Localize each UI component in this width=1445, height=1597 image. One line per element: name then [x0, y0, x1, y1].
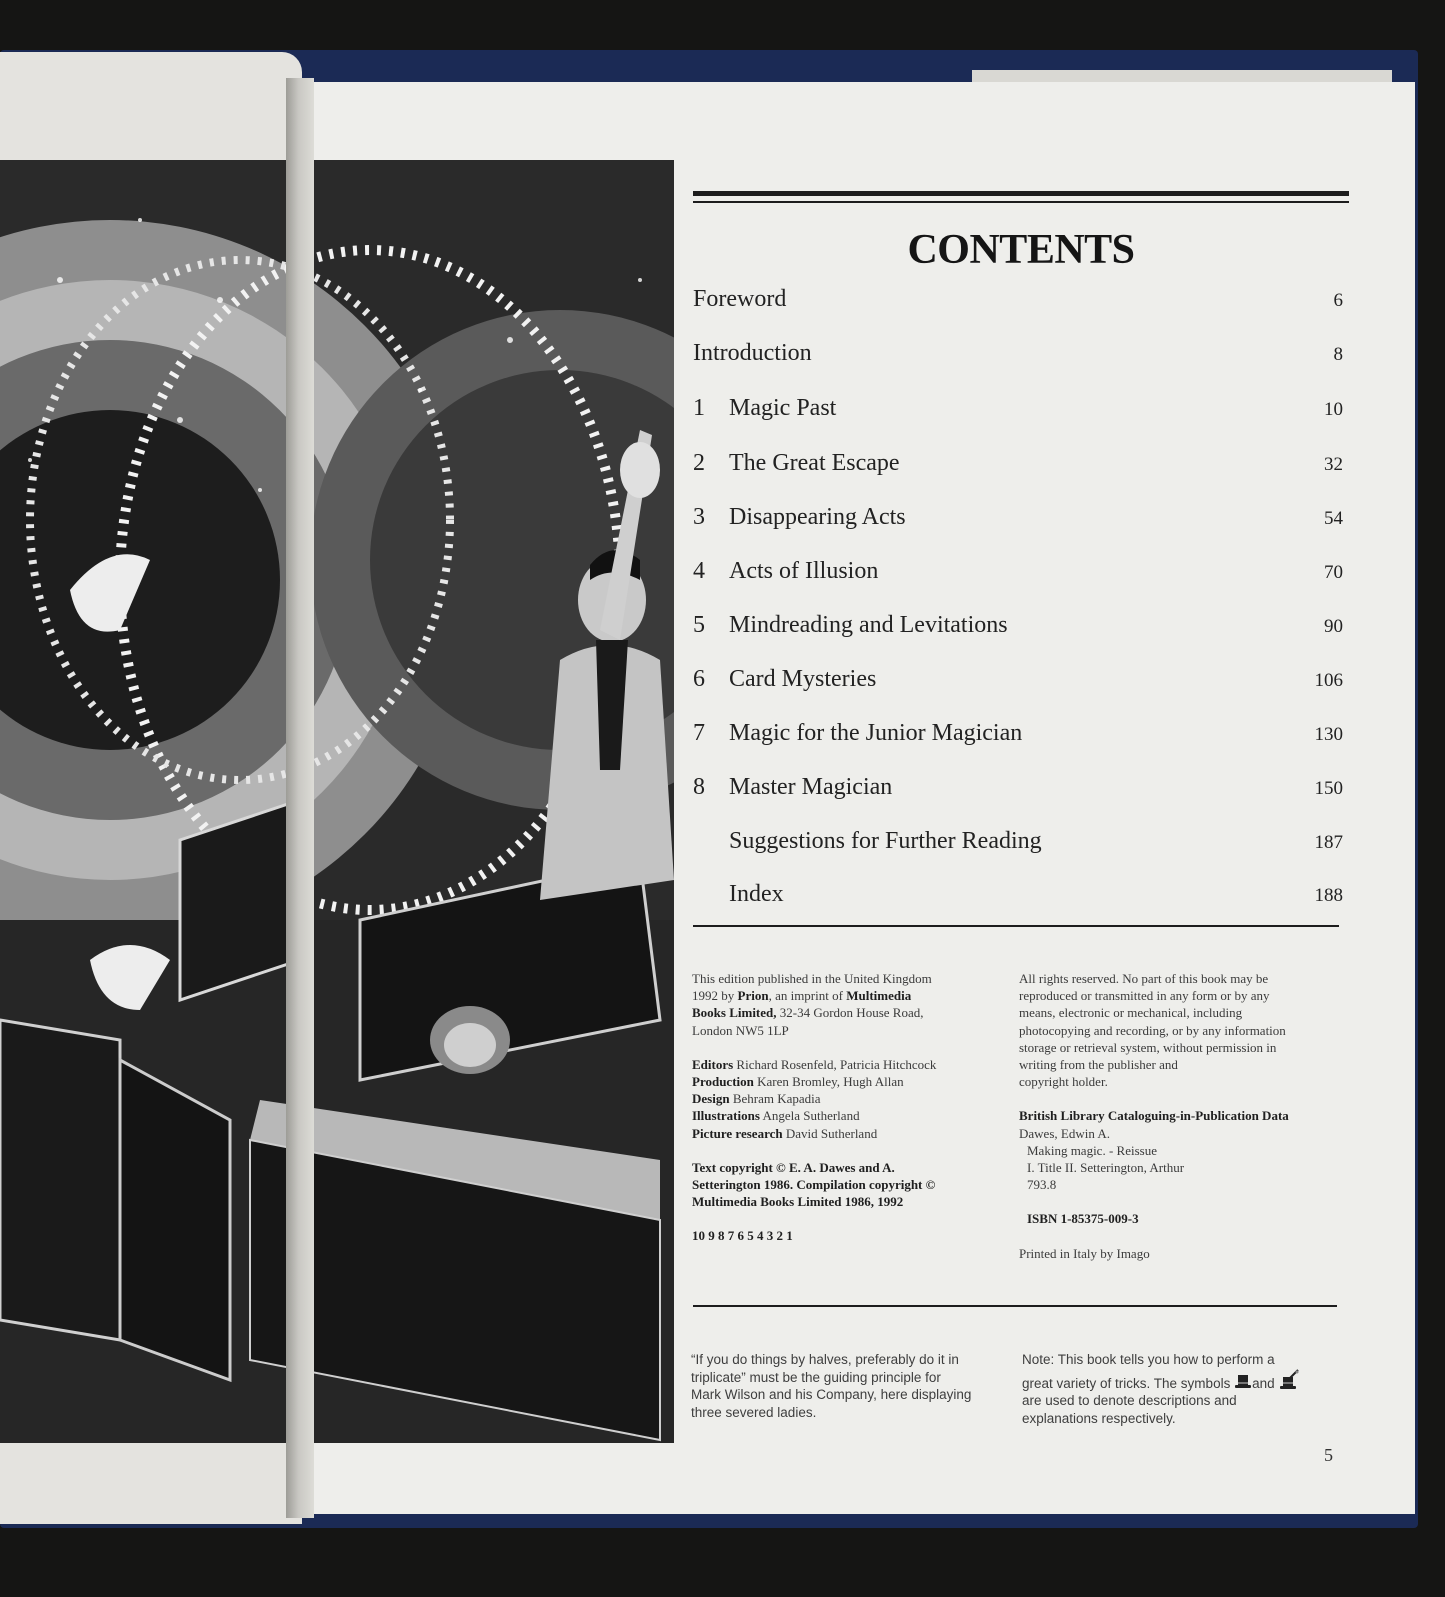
page-number: 5	[1324, 1445, 1333, 1465]
toc-title: Acts of Illusion	[729, 558, 879, 584]
toc-page: 6	[1333, 290, 1343, 311]
cip-line: I. Title II. Setterington, Arthur	[1027, 1160, 1185, 1176]
toc-number: 5	[693, 612, 705, 638]
contents-bottom-rule	[693, 925, 1339, 927]
toc-title: Magic Past	[729, 395, 837, 421]
rights-line: copyright holder.	[1019, 1074, 1108, 1090]
toc-title: Disappearing Acts	[729, 504, 906, 530]
credit-line: Illustrations Angela Sutherland	[692, 1108, 860, 1124]
toc-title: Magic for the Junior Magician	[729, 720, 1023, 746]
toc-entry	[693, 340, 1343, 380]
caption-line: three severed ladies.	[691, 1404, 817, 1420]
toc-title: Master Magician	[729, 774, 893, 800]
toc-entry	[693, 395, 1343, 435]
toc-entry	[693, 450, 1343, 490]
symbols-note	[1022, 1351, 1352, 1427]
printed-in: Printed in Italy by Imago	[1019, 1245, 1150, 1261]
book-gutter	[286, 78, 314, 1518]
toc-page: 130	[1314, 724, 1343, 745]
publisher-line: This edition published in the United Kingdom	[692, 971, 932, 986]
toc-number: 1	[693, 395, 705, 421]
toc-page: 106	[1314, 670, 1343, 691]
toc-page: 70	[1324, 562, 1343, 583]
rights-line: means, electronic or mechanical, including	[1019, 1005, 1243, 1021]
rights-block	[1019, 970, 1349, 1262]
caption-line: triplicate” must be the guiding principle for	[691, 1369, 941, 1385]
note-line: Note: This book tells you how to perform a	[1022, 1352, 1275, 1367]
toc-entry	[693, 612, 1343, 652]
toc-page: 150	[1314, 778, 1343, 799]
toc-title: The Great Escape	[729, 450, 900, 476]
toc-title: Index	[729, 881, 784, 907]
toc-page: 8	[1333, 344, 1343, 365]
publisher-line: 1992 by Prion, an imprint of Multimedia	[692, 988, 912, 1004]
toc-title: Foreword	[693, 286, 787, 312]
cip-line: Making magic. - Reissue	[1027, 1142, 1157, 1158]
imprint-block	[692, 970, 992, 1245]
copyright-line: Text copyright © E. A. Dawes and A.	[692, 1159, 895, 1175]
top-hat-wand-icon	[1278, 1369, 1300, 1391]
caption-line: Mark Wilson and his Company, here displaying	[691, 1387, 972, 1402]
note-line: are used to denote descriptions and	[1022, 1393, 1237, 1408]
toc-number: 3	[693, 504, 705, 530]
rights-line: storage or retrieval system, without permission in	[1019, 1039, 1277, 1055]
top-rule-thin	[693, 201, 1349, 203]
photo-illustration	[0, 160, 674, 1443]
toc-title: Introduction	[693, 340, 812, 366]
print-run: 10 9 8 7 6 5 4 3 2 1	[692, 1228, 793, 1244]
footer-rule	[693, 1305, 1337, 1307]
photo-caption	[691, 1351, 1011, 1421]
toc-entry	[693, 286, 1343, 326]
toc-page: 187	[1314, 832, 1343, 853]
cip-line: Dawes, Edwin A.	[1019, 1125, 1110, 1141]
toc-entry	[693, 666, 1343, 706]
copyright-line: Setterington 1986. Compilation copyright ©	[692, 1177, 936, 1193]
publisher-line: London NW5 1LP	[692, 1022, 789, 1038]
rights-line: writing from the publisher and	[1019, 1057, 1178, 1073]
cip-line: 793.8	[1027, 1177, 1057, 1193]
toc-number: 4	[693, 558, 705, 584]
toc-page: 32	[1324, 454, 1343, 475]
publisher-line: Books Limited, 32-34 Gordon House Road,	[692, 1005, 924, 1021]
toc-number: 7	[693, 720, 705, 746]
toc-number: 6	[693, 666, 705, 692]
toc-page: 54	[1324, 508, 1343, 529]
note-line: great variety of tricks. The symbols and	[1022, 1369, 1352, 1393]
toc-title: Suggestions for Further Reading	[729, 828, 1042, 854]
toc-entry	[693, 720, 1343, 760]
top-rule-thick	[693, 191, 1349, 196]
toc-entry	[693, 504, 1343, 544]
toc-page: 90	[1324, 616, 1343, 637]
toc-number: 8	[693, 774, 705, 800]
toc-title: Mindreading and Levitations	[729, 612, 1008, 638]
isbn: ISBN 1-85375-009-3	[1027, 1211, 1139, 1227]
rights-line: All rights reserved. No part of this book may be	[1019, 971, 1269, 986]
note-line: explanations respectively.	[1022, 1410, 1176, 1426]
copyright-line: Multimedia Books Limited 1986, 1992	[692, 1194, 904, 1210]
cip-heading: British Library Cataloguing-in-Publication Data	[1019, 1108, 1289, 1124]
magician-photograph	[0, 160, 674, 1443]
credit-line: Picture research David Sutherland	[692, 1125, 878, 1141]
top-hat-icon	[1234, 1373, 1252, 1391]
toc-page: 10	[1324, 399, 1343, 420]
toc-page: 188	[1314, 885, 1343, 906]
credit-line: Production Karen Bromley, Hugh Allan	[692, 1074, 904, 1090]
toc-entry	[693, 828, 1343, 868]
rights-line: photocopying and recording, or by any information	[1019, 1022, 1286, 1038]
toc-entry	[693, 774, 1343, 814]
caption-line: “If you do things by halves, preferably do it in	[691, 1352, 959, 1367]
credit-line: Editors Richard Rosenfeld, Patricia Hitchcock	[692, 1056, 937, 1072]
contents-heading: CONTENTS	[907, 227, 1135, 273]
rights-line: reproduced or transmitted in any form or by any	[1019, 988, 1270, 1004]
toc-entry	[693, 558, 1343, 598]
toc-entry	[693, 881, 1343, 921]
toc-number: 2	[693, 450, 705, 476]
credit-line: Design Behram Kapadia	[692, 1091, 821, 1107]
toc-title: Card Mysteries	[729, 666, 877, 692]
